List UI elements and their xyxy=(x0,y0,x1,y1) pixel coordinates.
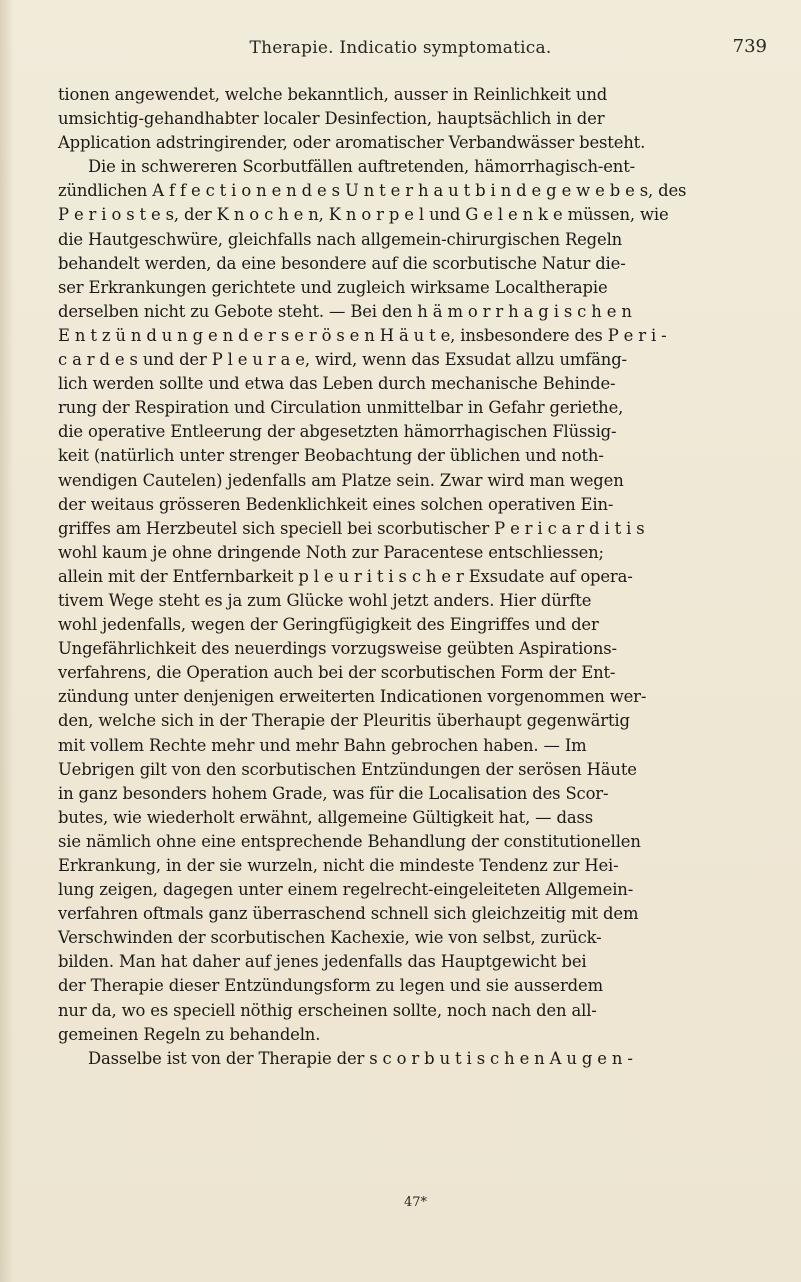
text-line: umsichtig-gehandhabter localer Desinfection, hauptsächlich in der xyxy=(58,109,605,129)
text-line: butes, wie wiederholt erwähnt, allgemeine Gültigkeit hat, — dass xyxy=(58,807,593,827)
text-line: in ganz besonders hohem Grade, was für die Localisation des Scor- xyxy=(58,783,609,803)
text-line: die operative Entleerung der abgesetzten hämorrhagischen Flüssig- xyxy=(58,422,617,442)
text-line: c a r d e s und der P l e u r a e, wird, wenn das Exsudat allzu umfäng- xyxy=(58,350,627,370)
text-line: Die in schwereren Scorbutfällen auftretenden, hämorrhagisch-ent- xyxy=(88,157,636,177)
text-line: Erkrankung, in der sie wurzeln, nicht die mindeste Tendenz zur Hei- xyxy=(58,856,619,875)
text-line: lich werden sollte und etwa das Leben durch mechanische Behinde- xyxy=(58,374,616,394)
text-line: tionen angewendet, welche bekanntlich, ausser in Reinlichkeit und xyxy=(58,85,608,104)
text-line: Verschwinden der scorbutischen Kachexie, wie von selbst, zurück- xyxy=(58,928,602,948)
text-line: wohl kaum je ohne dringende Noth zur Paracentese entschliessen; xyxy=(58,542,604,562)
running-title: Therapie. Indicatio symptomatica. xyxy=(249,38,552,58)
signature-mark xyxy=(0,1195,801,1210)
text-line: Uebrigen gilt von den scorbutischen Entzündungen der serösen Häute xyxy=(58,759,637,779)
body-text xyxy=(58,83,764,1071)
text-line: gemeinen Regeln zu behandeln. xyxy=(58,1024,321,1044)
text-line: mit vollem Rechte mehr und mehr Bahn gebrochen haben. — Im xyxy=(58,735,587,755)
running-head xyxy=(0,38,801,68)
text-line: griffes am Herzbeutel sich speciell bei scorbutischer P e r i c a r d i t i s xyxy=(58,518,645,538)
text-line: die Hautgeschwüre, gleichfalls nach allgemein-chirurgischen Regeln xyxy=(58,229,623,249)
text-line: Dasselbe ist von der Therapie der s c o r b u t i s c h e n A u g e n - xyxy=(88,1048,633,1068)
text-line: keit (natürlich unter strenger Beobachtung der üblichen und noth- xyxy=(58,446,604,466)
text-line: wohl jedenfalls, wegen der Geringfügigkeit des Eingriffes und der xyxy=(58,615,599,635)
text-line: den, welche sich in der Therapie der Pleuritis überhaupt gegenwärtig xyxy=(58,711,630,731)
text-line: lung zeigen, dagegen unter einem regelrecht-eingeleiteten Allgemein- xyxy=(58,880,634,900)
text-line: zündlichen A f f e c t i o n e n d e s U n t e r h a u t b i n d e g e w e b e s, des xyxy=(58,181,687,201)
text-line: Ungefährlichkeit des neuerdings vorzugsweise geübten Aspirations- xyxy=(58,639,617,659)
text-line: sie nämlich ohne eine entsprechende Behandlung der constitutionellen xyxy=(58,831,641,851)
text-line: E n t z ü n d u n g e n d e r s e r ö s e n H ä u t e, insbesondere des P e r i - xyxy=(58,325,667,345)
text-line: der weitaus grösseren Bedenklichkeit eines solchen operativen Ein- xyxy=(58,494,614,514)
text-line: ser Erkrankungen gerichtete und zugleich wirksame Localtherapie xyxy=(58,277,608,297)
text-line: wendigen Cautelen) jedenfalls am Platze sein. Zwar wird man wegen xyxy=(58,470,624,490)
text-line: verfahren oftmals ganz überraschend schnell sich gleichzeitig mit dem xyxy=(58,904,639,924)
text-line: der Therapie dieser Entzündungsform zu legen und sie ausserdem xyxy=(58,976,603,996)
signature-text: 47* xyxy=(403,1195,428,1210)
text-line: nur da, wo es speciell nöthig erscheinen sollte, noch nach den all- xyxy=(58,1000,597,1020)
text-line: tivem Wege steht es ja zum Glücke wohl jetzt anders. Hier dürfte xyxy=(58,590,592,610)
page-edge-shadow xyxy=(0,0,14,1282)
text-line: rung der Respiration und Circulation unmittelbar in Gefahr geriethe, xyxy=(58,398,624,418)
text-line: zündung unter denjenigen erweiterten Indicationen vorgenommen wer- xyxy=(58,687,647,707)
text-line: verfahrens, die Operation auch bei der scorbutischen Form der Ent- xyxy=(58,663,616,683)
text-line: behandelt werden, da eine besondere auf die scorbutische Natur die- xyxy=(58,253,626,273)
text-line: P e r i o s t e s, der K n o c h e n, K n o r p e l und G e l e n k e müssen, wie xyxy=(58,205,669,225)
text-line: derselben nicht zu Gebote steht. — Bei den h ä m o r r h a g i s c h e n xyxy=(58,301,632,321)
text-line: bilden. Man hat daher auf jenes jedenfalls das Hauptgewicht bei xyxy=(58,952,587,972)
page-number: 739 xyxy=(732,36,767,57)
text-line: allein mit der Entfernbarkeit p l e u r i t i s c h e r Exsudate auf opera- xyxy=(58,566,633,586)
text-line: Application adstringirender, oder aromatischer Verbandwässer besteht. xyxy=(58,133,646,153)
